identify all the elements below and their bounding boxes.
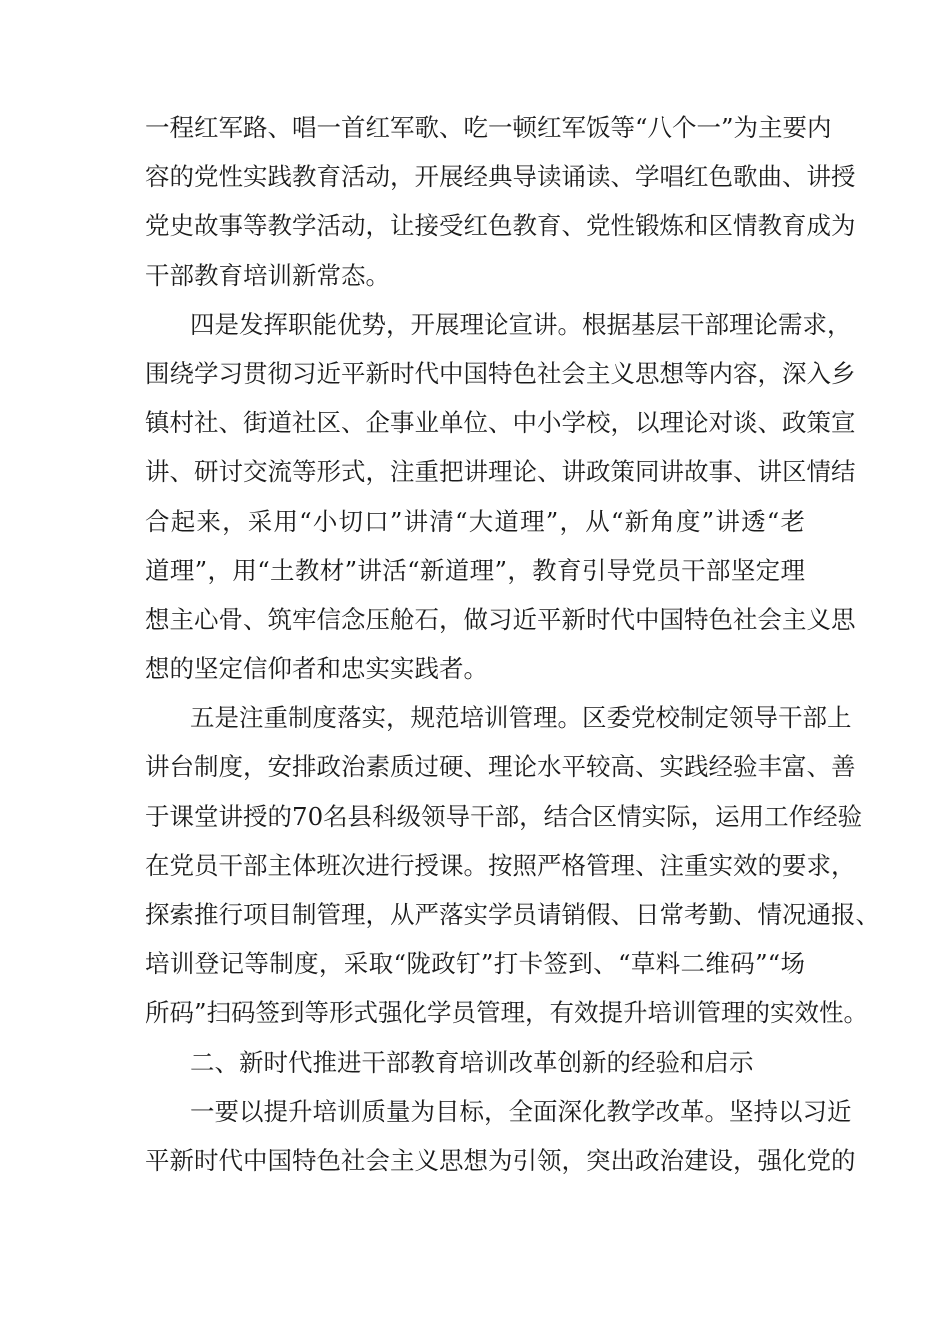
text-line: 想的坚定信仰者和忠实实践者。 — [145, 654, 488, 684]
heading-line: 二、新时代推进干部教育培训改革创新的经验和启示 — [190, 1047, 754, 1077]
paragraph-one — [145, 1087, 856, 1185]
text-line: 想主心骨、筑牢信念压舱石，做习近平新时代中国特色社会主义思 — [145, 604, 856, 634]
text-line: 一程红军路、唱一首红军歌、吃一顿红军饭等“八个一”为主要内 — [145, 113, 832, 142]
text-line: 一要以提升培训质量为目标，全面深化教学改革。坚持以习近 — [190, 1096, 852, 1126]
text-line: 镇村社、街道社区、企事业单位、中小学校，以理论对谈、政策宣 — [145, 408, 856, 438]
document-body — [145, 103, 880, 1185]
text-line: 党史故事等教学活动，让接受红色教育、党性锻炼和区情教育成为 — [145, 211, 856, 241]
text-line: 在党员干部主体班次进行授课。按照严格管理、注重实效的要求， — [145, 850, 856, 880]
text-line: 围绕学习贯彻习近平新时代中国特色社会主义思想等内容，深入乡 — [145, 358, 856, 388]
text-line: 探索推行项目制管理，从严落实学员请销假、日常考勤、情况通报、 — [145, 900, 880, 929]
text-line: 所码”扫码签到等形式强化学员管理，有效提升培训管理的实效性。 — [145, 998, 869, 1028]
paragraph-continuation — [145, 103, 856, 300]
paragraph-five — [145, 693, 880, 1037]
text-line: 培训登记等制度，采取“陇政钉”打卡签到、“草料二维码”“场 — [145, 949, 805, 979]
text-line: 合起来，采用“小切口”讲清“大道理”，从“新角度”讲透“老 — [145, 506, 805, 536]
text-line: 干部教育培训新常态。 — [145, 260, 390, 290]
text-line: 于课堂讲授的70名县科级领导干部，结合区情实际，运用工作经验 — [145, 801, 863, 831]
text-line: 五是注重制度落实，规范培训管理。区委党校制定领导干部上 — [190, 703, 852, 733]
paragraph-four — [145, 300, 856, 694]
text-line: 道理”，用“土教材”讲活“新道理”，教育引导党员干部坚定理 — [145, 555, 805, 585]
text-line: 讲、研讨交流等形式，注重把讲理论、讲政策同讲故事、讲区情结 — [145, 457, 856, 487]
text-line: 平新时代中国特色社会主义思想为引领，突出政治建设，强化党的 — [145, 1145, 856, 1175]
section-heading — [145, 1038, 805, 1087]
text-line: 讲台制度，安排政治素质过硬、理论水平较高、实践经验丰富、善 — [145, 752, 856, 782]
text-line: 容的党性实践教育活动，开展经典导读诵读、学唱红色歌曲、讲授 — [145, 162, 856, 192]
text-line: 四是发挥职能优势，开展理论宣讲。根据基层干部理论需求， — [190, 309, 852, 339]
